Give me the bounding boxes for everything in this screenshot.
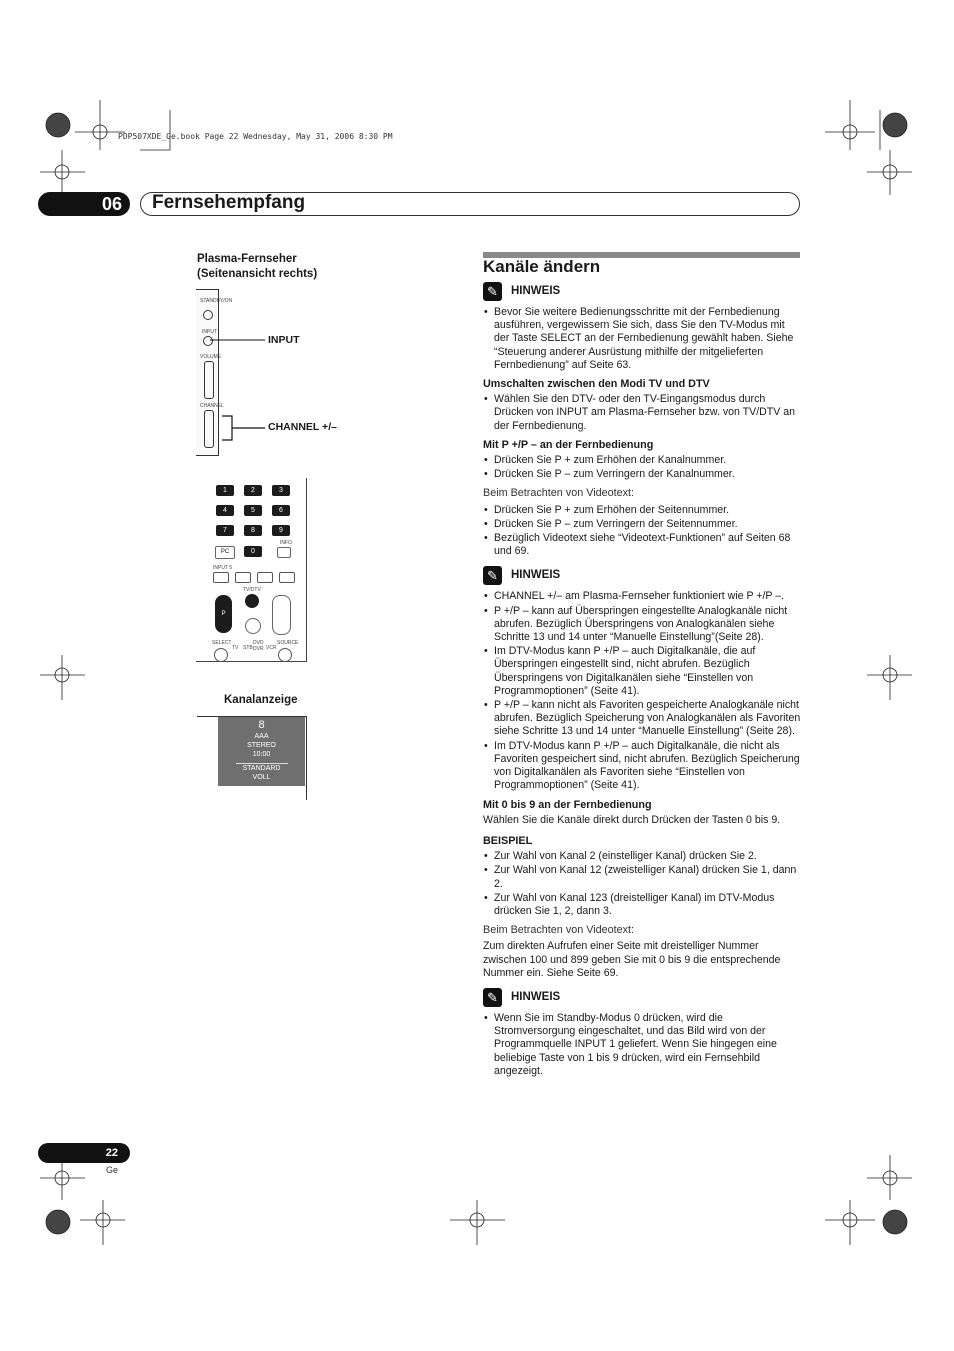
remote-select-button: [214, 648, 228, 662]
remote-info-button: [277, 547, 291, 558]
remote-tv-label: TV: [232, 645, 239, 651]
osd-time: 10:00: [252, 751, 271, 758]
videotext-list: [483, 504, 801, 559]
channel-display: [218, 717, 305, 786]
note-3-header: [483, 988, 801, 1007]
note-2-item: • P +/P – kann nicht als Favoriten gespeicherte Analogkanäle nicht abrufen. Bezüglich Speicherung von Analogkanälen als Favoriten siehe Schritte 13 und 14 unter “Manuelle Einstellung” (Seite 28).: [483, 699, 801, 739]
osd-channel-name: AAA: [254, 733, 269, 740]
p-item: • Drücken Sie P – zum Verringern der Kanalnummer.: [483, 468, 801, 481]
remote-source-button: [278, 648, 292, 662]
note-1-item: • Bevor Sie weitere Bedienungsschritte mit der Fernbedienung ausführen, vergewissern Sie sich, dass Sie den TV-Modus mit der Taste SELECT an der Fernbedienung gewählt haben. Siehe “Steuerung anderer Ausrüstung mithilfe der mitgelieferten Fernbedienung” auf Seite 63.: [483, 306, 801, 372]
note-label: HINWEIS: [511, 569, 561, 582]
p-item: • Drücken Sie P + zum Erhöhen der Kanalnummer.: [483, 454, 801, 467]
videotext-label-2: Beim Betrachten von Videotext:: [483, 924, 635, 937]
channel-callout: CHANNEL +/–: [268, 421, 337, 433]
remote-key-3: 3: [272, 485, 290, 496]
remote-key-7: 7: [216, 525, 234, 536]
remote-dvd-label: DVD DVR: [253, 640, 264, 652]
standby-button-icon: [203, 310, 213, 320]
remote-key-1: 1: [216, 485, 234, 496]
note-label: HINWEIS: [511, 284, 561, 297]
remote-mute-button: [245, 618, 261, 634]
remote-source-label: SOURCE: [277, 640, 299, 646]
page-number: 22: [38, 1143, 130, 1163]
remote-key-5: 5: [244, 505, 262, 516]
switch-item: • Wählen Sie den DTV- oder den TV-Eingangsmodus durch Drücken von INPUT am Plasma-Fernseher bzw. von TV/DTV an der Fernbedienung.: [483, 393, 801, 433]
input-small-label: INPUT: [202, 329, 217, 335]
note-2-list: [483, 590, 801, 792]
note-2-item: • Im DTV-Modus kann P +/P – auch Digitalkanäle, die auf Überspringen eingestellt sind, nicht abrufen. Bezüglich Überspringens von Digitalkanälen siehe “Einstellen von Programmoptionen” (Seite 41).: [483, 645, 801, 698]
remote-key-2: 2: [244, 485, 262, 496]
input-callout: INPUT: [268, 334, 300, 346]
volume-label: VOLUME: [200, 354, 222, 360]
example-item: • Zur Wahl von Kanal 2 (einstelliger Kanal) drücken Sie 2.: [483, 850, 801, 863]
switch-list: [483, 393, 801, 433]
pencil-icon: ✎: [483, 566, 502, 585]
standby-label: STANDBY/ON: [200, 298, 233, 304]
file-header: PDP507XDE_Ge.book Page 22 Wednesday, May 31, 2006 8:30 PM: [118, 132, 393, 141]
remote-key-0: 0: [244, 546, 262, 557]
note-1-list: [483, 306, 801, 372]
osd-size: VOLL: [252, 774, 271, 781]
videotext-paragraph: Zum direkten Aufrufen einer Seite mit dreistelliger Nummer zwischen 100 und 899 geben Sie mit 0 bis 9 die entsprechende Nummer ein. Siehe Seite 69.: [483, 940, 781, 979]
videotext-item: • Drücken Sie P – zum Verringern der Seitennummer.: [483, 518, 801, 531]
videotext-item: • Bezüglich Videotext siehe “Videotext-Funktionen” auf Seiten 68 und 69.: [483, 532, 801, 558]
page-language: Ge: [106, 1165, 119, 1175]
example-item: • Zur Wahl von Kanal 12 (zweistelliger Kanal) drücken Sie 1, dann 2.: [483, 864, 801, 890]
remote-tvdtv-label: TV/DTV: [243, 587, 261, 593]
osd-caption: Kanalanzeige: [224, 694, 298, 706]
remote-key-9: 9: [272, 525, 290, 536]
heading-09: Mit 0 bis 9 an der Fernbedienung: [483, 798, 652, 811]
pencil-icon: ✎: [483, 282, 502, 301]
remote-pc-button: PC: [215, 546, 235, 559]
section-title: Kanäle ändern: [483, 257, 601, 276]
remote-key-6: 6: [272, 505, 290, 516]
note-2-item: • Im DTV-Modus kann P +/P – auch Digitalkanäle, die nicht als Favoriten gespeichert sind, nicht abrufen. Bezüglich Speicherung von Digitalkanälen als Favoriten siehe “Einstellen von Programmoptionen” (Seite 41).: [483, 740, 801, 793]
remote-vcr-label: VCR: [266, 645, 277, 651]
note-2-header: [483, 566, 801, 585]
note-1-header: [483, 282, 801, 301]
note-2-item: • P +/P – kann auf Überspringen eingestellte Analogkanäle nicht abrufen. Bezüglich Überspringens von Analogkanälen siehe Schritte 13 und 14 unter “Manuelle Einstellung”(Seite 28).: [483, 605, 801, 645]
example-item: • Zur Wahl von Kanal 123 (dreistelliger Kanal) im DTV-Modus drücken Sie 1, 2, dann 3.: [483, 892, 801, 918]
remote-input5-label: INPUT 5: [213, 565, 233, 571]
remote-volume-rocker: [272, 595, 291, 635]
panel-caption: Plasma-Fernseher (Seitenansicht rechts): [197, 253, 318, 280]
heading-p: Mit P +/P – an der Fernbedienung: [483, 438, 654, 451]
videotext-label-1: Beim Betrachten von Videotext:: [483, 487, 635, 500]
channel-small-label: CHANNEL: [200, 403, 224, 409]
remote-p-rocker: P: [215, 595, 232, 633]
note-3-list: [483, 1012, 801, 1078]
chapter-number: 06: [38, 192, 130, 216]
videotext-item: • Drücken Sie P + zum Erhöhen der Seitennummer.: [483, 504, 801, 517]
remote-key-8: 8: [244, 525, 262, 536]
note-label: HINWEIS: [511, 990, 561, 1003]
p-list: [483, 454, 801, 481]
pencil-icon: ✎: [483, 988, 502, 1007]
remote-function-row: [213, 572, 293, 582]
right-column: [483, 282, 801, 1084]
osd-audio: STEREO: [247, 742, 276, 749]
text-09: Wählen Sie die Kanäle direkt durch Drücken der Tasten 0 bis 9.: [483, 813, 781, 826]
note-2-item: • CHANNEL +/– am Plasma-Fernseher funktioniert wie P +/P –.: [483, 590, 801, 603]
heading-switch: Umschalten zwischen den Modi TV und DTV: [483, 378, 710, 391]
osd-channel-number: 8: [258, 719, 265, 731]
remote-key-4: 4: [216, 505, 234, 516]
osd-mode: STANDARD: [236, 763, 288, 773]
note-3-item: • Wenn Sie im Standby-Modus 0 drücken, wird die Stromversorgung eingeschaltet, und das Bild wird von der Programmquelle INPUT 1 geliefert. Wenn Sie hingegen eine beliebige Taste von 1 bis 9 drücken, wird ein Fernsehbild angezeigt.: [483, 1012, 801, 1078]
osd-side-rule: [306, 716, 307, 800]
callout-lines: [210, 330, 270, 450]
remote-tvdtv-button: [245, 594, 259, 608]
remote-info-label: INFO: [280, 540, 292, 546]
chapter-title: Fernsehempfang: [152, 192, 306, 213]
example-list: [483, 850, 801, 918]
remote-stb-label: STB: [243, 645, 253, 651]
heading-example: BEISPIEL: [483, 834, 533, 847]
remote-select-label: SELECT: [212, 640, 232, 646]
